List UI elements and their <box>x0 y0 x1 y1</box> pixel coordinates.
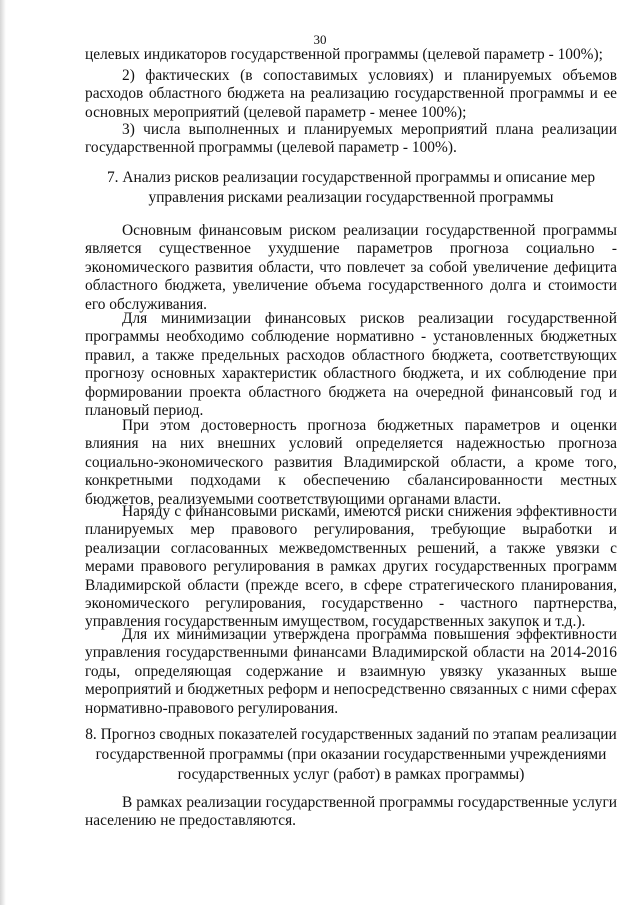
section-8-heading-line-2: государственной программы (при оказании государственными учреждениями <box>95 746 607 763</box>
page-number: 30 <box>313 32 327 47</box>
section-8-heading-line-3: государственных услуг (работ) в рамках программы) <box>177 766 525 783</box>
intro-line-continuation: целевых индикаторов государственной программы (целевой параметр - 100%); <box>85 46 603 63</box>
section-7-paragraph-5: Для их минимизации утверждена программа повышения эффективности управления государственными финансами Владимирской области на 2014-2016 годы, определяющая содержание и взаимную увязку указанных выше мероприятий и бюджетных реформ и непосредственно связанных с ними сферах нормативно-правового регулирования. <box>85 626 617 717</box>
section-7-paragraph-1: Основным финансовым риском реализации государственной программы является существенное ухудшение параметров прогноза социально - экономического развития области, что повлечет за собой увеличение дефицита областного бюджета, увеличение объема государственного долга и стоимости его обслуживания. <box>85 222 617 313</box>
intro-item-2: 2) фактических (в сопоставимых условиях) и планируемых объемов расходов областного бюджета на реализацию государственной программы и ее основных мероприятий (целевой параметр - менее 100%); <box>85 67 617 121</box>
section-7-paragraph-3: При этом достоверность прогноза бюджетных параметров и оценки влияния на них внешних условий определяется надежностью прогноза социально-экономического развития Владимирской области, а кроме того, конкретными подходами к обеспечению сбалансированности местных бюджетов, реализуемыми соответствующими органами власти. <box>85 417 617 508</box>
section-8-heading-line-1: 8. Прогноз сводных показателей государственных заданий по этапам реализации <box>85 726 617 743</box>
section-7-heading-line-2: управления рисками реализации государственной программы <box>148 189 554 206</box>
section-7-paragraph-4: Наряду с финансовыми рисками, имеются риски снижения эффективности планируемых мер правового регулирования, требующие выработки и реализации согласованных межведомственных решений, а также увязки с мерами правового регулирования в рамках других государственных программ Владимирской области (прежде всего, в сфере стратегического планирования, экономического регулирования, государственно - частного партнерства, управления государственным имуществом, государственных закупок и т.д.). <box>85 503 617 631</box>
scan-edge-shadow <box>0 0 6 905</box>
intro-item-3: 3) числа выполненных и планируемых мероприятий плана реализации государственной программы (целевой параметр - 100%). <box>85 121 617 157</box>
section-7-paragraph-2: Для минимизации финансовых рисков реализации государственной программы необходимо соблюдение нормативно - установленных бюджетных правил, а также предельных расходов областного бюджета, соответствующих прогнозу основных характеристик областного бюджета, и их соблюдение при формировании проекта областного бюджета на очередной финансовый год и плановый период. <box>85 310 617 420</box>
section-8-paragraph: В рамках реализации государственной программы государственные услуги населению не предоставляются. <box>85 794 617 830</box>
section-7-heading <box>85 168 617 208</box>
section-7-heading-line-1: 7. Анализ рисков реализации государственной программы и описание мер <box>106 169 596 186</box>
section-8-heading <box>85 725 617 785</box>
